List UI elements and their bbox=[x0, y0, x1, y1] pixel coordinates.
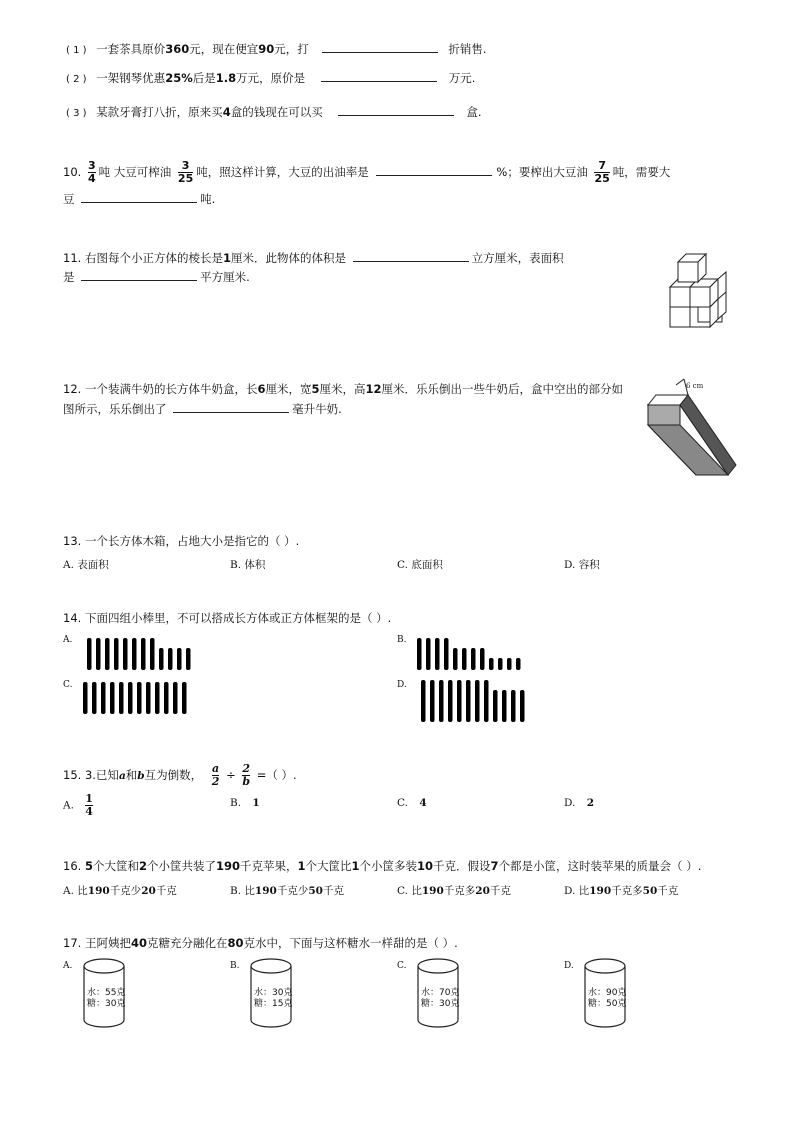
q10-line-2: 豆 吨. bbox=[63, 192, 216, 206]
stick bbox=[101, 682, 106, 714]
answer-blank[interactable] bbox=[321, 69, 437, 82]
stick bbox=[439, 680, 444, 722]
stick bbox=[92, 682, 97, 714]
q14-label-d[interactable]: D. bbox=[397, 680, 407, 690]
answer-blank[interactable] bbox=[353, 249, 469, 262]
stick bbox=[150, 638, 155, 670]
cup-a[interactable]: 水：55克 糖：30克 bbox=[82, 958, 126, 1033]
stick bbox=[137, 682, 142, 714]
stick bbox=[186, 648, 191, 670]
q16-option-a[interactable]: A. 比190千克少20千克 bbox=[63, 885, 177, 897]
stick bbox=[87, 638, 92, 670]
stick bbox=[471, 648, 476, 670]
stick bbox=[141, 638, 146, 670]
stick bbox=[430, 680, 435, 722]
q16-option-c[interactable]: C. 比190千克多20千克 bbox=[397, 885, 511, 897]
stick bbox=[489, 658, 494, 670]
q17-label-c[interactable]: C. bbox=[397, 961, 407, 971]
stick bbox=[173, 682, 178, 714]
q15-option-d[interactable]: D. 2 bbox=[564, 797, 595, 809]
q12-line-2: 图所示，乐乐倒出了 毫升牛奶. bbox=[63, 402, 342, 416]
q13-option-b[interactable]: B. 体积 bbox=[230, 559, 266, 571]
cup-d[interactable]: 水：90克 糖：50克 bbox=[583, 958, 627, 1033]
stick bbox=[516, 658, 521, 670]
stick bbox=[426, 638, 431, 670]
answer-blank[interactable] bbox=[322, 40, 438, 53]
stick bbox=[475, 680, 480, 722]
q11-line-2: 是 平方厘米. bbox=[63, 270, 250, 284]
answer-blank[interactable] bbox=[81, 268, 197, 281]
q8-item-1: ( 1 ) 一套茶具原价360元，现在便宜90元，打 折销售. bbox=[66, 42, 487, 56]
stick bbox=[105, 638, 110, 670]
answer-blank[interactable] bbox=[338, 103, 454, 116]
stick bbox=[507, 658, 512, 670]
q14-label-a[interactable]: A. bbox=[63, 635, 73, 645]
answer-blank[interactable] bbox=[173, 400, 289, 413]
answer-blank[interactable] bbox=[376, 163, 492, 176]
stick bbox=[155, 682, 160, 714]
stick bbox=[457, 680, 462, 722]
stick bbox=[159, 648, 164, 670]
stick bbox=[83, 682, 88, 714]
stick bbox=[480, 648, 485, 670]
q14-sticks-b[interactable] bbox=[414, 634, 526, 670]
q11-line-1: 11. 右图每个小正方体的棱长是1厘米．此物体的体积是 立方厘米，表面积 bbox=[63, 251, 564, 265]
q13-stem: 13. 一个长方体木箱，占地大小是指它的（ ）. bbox=[63, 534, 300, 548]
cup-c[interactable]: 水：70克 糖：30克 bbox=[416, 958, 460, 1033]
stick bbox=[448, 680, 453, 722]
stick bbox=[435, 638, 440, 670]
stick bbox=[177, 648, 182, 670]
q14-label-b[interactable]: B. bbox=[397, 635, 407, 645]
stick bbox=[493, 690, 498, 722]
q16-stem: 16. 5个大筐和2个小筐共装了190千克苹果，1个大筐比1个小筐多装10千克．假设7个都是小筐，这时装苹果的质量会（ ）. bbox=[63, 859, 702, 873]
stick bbox=[123, 638, 128, 670]
stick bbox=[119, 682, 124, 714]
q12-line-1: 12. 一个装满牛奶的长方体牛奶盒，长6厘米，宽5厘米，高12厘米．乐乐倒出一些牛奶后，盒中空出的部分如 bbox=[63, 382, 623, 396]
q14-sticks-c[interactable] bbox=[80, 678, 190, 714]
stick bbox=[484, 680, 489, 722]
q14-label-c[interactable]: C. bbox=[63, 680, 73, 690]
cubes-figure bbox=[666, 252, 730, 332]
milk-box-figure bbox=[640, 375, 760, 485]
q17-label-a[interactable]: A. bbox=[63, 961, 73, 971]
q13-option-a[interactable]: A. 表面积 bbox=[63, 559, 109, 571]
fraction: $\frac{a}{2}$ bbox=[211, 762, 220, 788]
dimension-label: 6 cm bbox=[686, 382, 704, 390]
q15-option-b[interactable]: B. 1 bbox=[230, 797, 260, 809]
q17-stem: 17. 王阿姨把40克糖充分融化在80克水中，下面与这杯糖水一样甜的是（ ）. bbox=[63, 936, 458, 950]
stick bbox=[511, 690, 516, 722]
stick bbox=[168, 648, 173, 670]
stick bbox=[128, 682, 133, 714]
q15-option-a[interactable]: A. $\frac{1}{4}$ bbox=[63, 792, 93, 818]
fraction: $\frac{3}{4}$ bbox=[87, 159, 96, 185]
stick bbox=[453, 648, 458, 670]
q17-label-d[interactable]: D. bbox=[564, 961, 574, 971]
q13-option-c[interactable]: C. 底面积 bbox=[397, 559, 443, 571]
stick bbox=[502, 690, 507, 722]
q15-option-c[interactable]: C. 4 bbox=[397, 797, 427, 809]
stick bbox=[114, 638, 119, 670]
q15-stem: 15. 3.已知a和b互为倒数， $\frac{a}{2}$ ÷ $\frac{2}{b}$ =（ ）. bbox=[63, 762, 297, 788]
stick bbox=[466, 680, 471, 722]
q17-label-b[interactable]: B. bbox=[230, 961, 240, 971]
q10-line-1: 10. $\frac{3}{4}$ 吨 大豆可榨油 $\frac{3}{25}$ 吨，照这样计算，大豆的出油率是 %；要榨出大豆油 $\frac{7}{25}$ 吨，需要大 bbox=[63, 159, 671, 185]
stick bbox=[146, 682, 151, 714]
stick bbox=[498, 658, 503, 670]
stick bbox=[96, 638, 101, 670]
q14-sticks-a[interactable] bbox=[84, 634, 194, 670]
q8-item-3: ( 3 ) 某款牙膏打八折，原来买4盒的钱现在可以买 盒. bbox=[66, 105, 482, 119]
stick bbox=[417, 638, 422, 670]
q16-option-b[interactable]: B. 比190千克少50千克 bbox=[230, 885, 344, 897]
q13-option-d[interactable]: D. 容积 bbox=[564, 559, 600, 571]
stick bbox=[110, 682, 115, 714]
fraction: $\frac{3}{25}$ bbox=[177, 159, 194, 185]
stick bbox=[132, 638, 137, 670]
fraction: $\frac{2}{b}$ bbox=[242, 762, 251, 788]
q16-option-d[interactable]: D. 比190千克多50千克 bbox=[564, 885, 679, 897]
q14-sticks-d[interactable] bbox=[418, 676, 530, 722]
stick bbox=[462, 648, 467, 670]
stick bbox=[520, 690, 525, 722]
fraction: $\frac{1}{4}$ bbox=[85, 792, 93, 818]
stick bbox=[164, 682, 169, 714]
answer-blank[interactable] bbox=[81, 190, 197, 203]
q14-stem: 14. 下面四组小棒里，不可以搭成长方体或正方体框架的是（ ）. bbox=[63, 611, 392, 625]
q8-item-2: ( 2 ) 一架钢琴优惠25%后是1.8万元，原价是 万元. bbox=[66, 71, 476, 85]
fraction: $\frac{7}{25}$ bbox=[594, 159, 610, 185]
stick bbox=[421, 680, 426, 722]
cup-b[interactable]: 水：30克 糖：15克 bbox=[249, 958, 293, 1033]
stick bbox=[182, 682, 187, 714]
stick bbox=[444, 638, 449, 670]
